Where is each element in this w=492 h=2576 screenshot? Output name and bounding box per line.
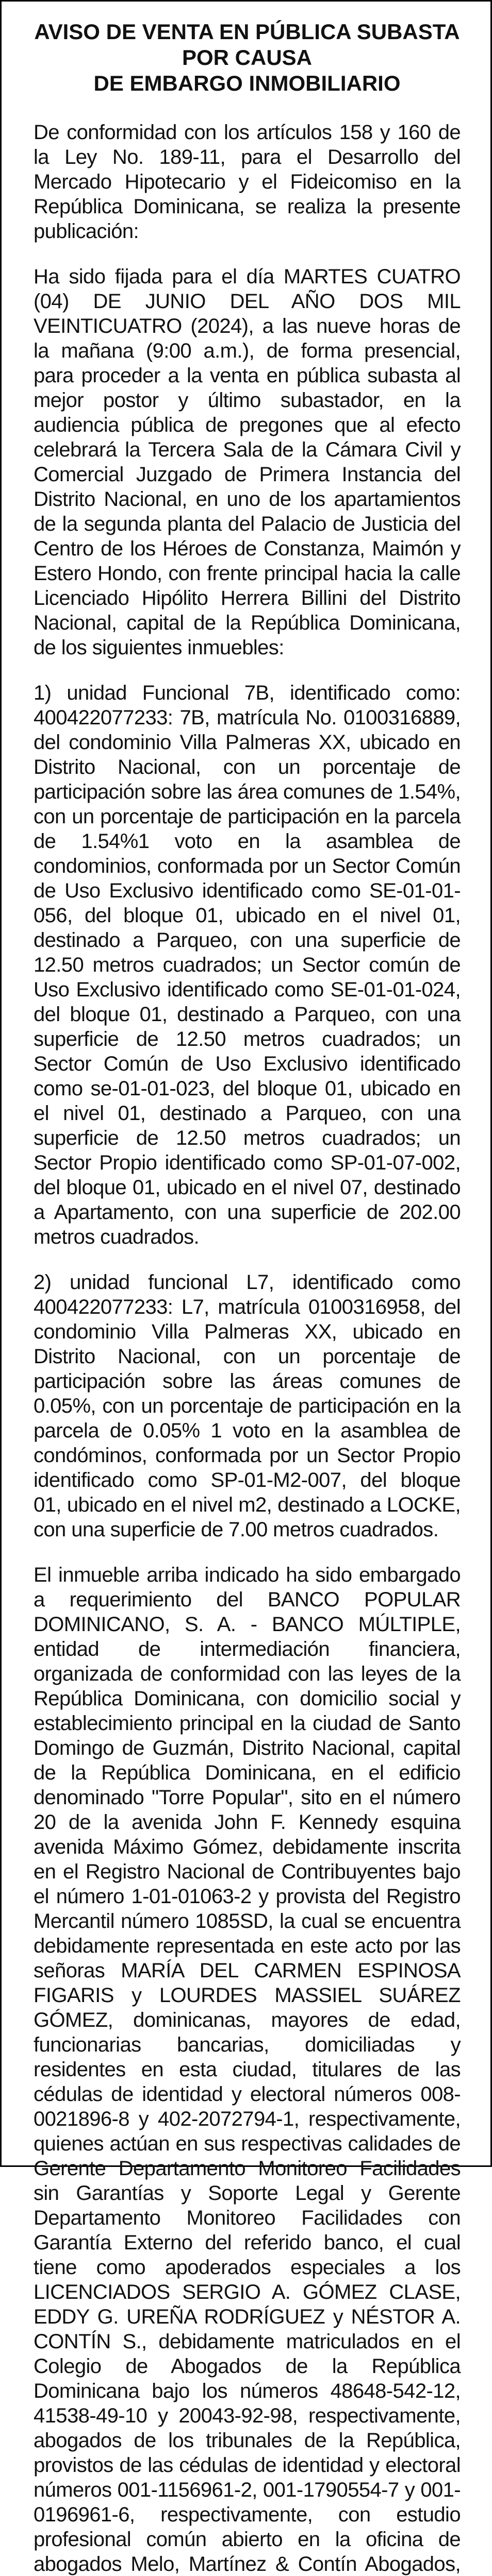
notice-body [34, 19, 461, 2576]
paragraph-property-1: 1) unidad Funcional 7B, identificado como: 400422077233: 7B, matrícula No. 0100316889, del condominio Villa Palmeras XX, ubicado en Distrito Nacional, con un porcentaje de participación sobre las área comunes de 1.54%, con un porcentaje de participación en la parcela de 1.54%1 voto en la asamblea de condominios, conformada por un Sector Común de Uso Exclusivo identificado como SE-01-01-056, del bloque 01, ubicado en el nivel 01, destinado a Parqueo, con una superficie de 12.50 metros cuadrados; un Sector común de Uso Exclusivo identificado como SE-01-01-024, del bloque 01, destinado a Parqueo, con una superficie de 12.50 metros cuadrados; un Sector Común de Uso Exclusivo identificado como se-01-01-023, del bloque 01, ubicado en el nivel 01, destinado a Parqueo, con una superficie de 12.50 metros cuadrados; un Sector Propio identificado como SP-01-07-002, del bloque 01, ubicado en el nivel 07, destinado a Apartamento, con una superficie de 202.00 metros cuadrados. [34, 682, 461, 1248]
paragraph-property-2: 2) unidad funcional L7, identificado como 400422077233: L7, matrícula 0100316958, del condominio Villa Palmeras XX, ubicado en Distrito Nacional, con un porcentaje de participación sobre las áreas comunes de 0.05%, con un porcentaje de participación en la parcela de 0.05% 1 voto en la asamblea de condóminos, conformada por un Sector Propio identificado como SP-01-M2-007, del bloque 01, ubicado en el nivel m2, destinado a LOCKE, con una superficie de 7.00 metros cuadrados. [34, 1271, 461, 1541]
title-line-1: AVISO DE VENTA EN PÚBLICA SUBASTA POR CAUSA [34, 20, 460, 70]
paragraph-intro: De conformidad con los artículos 158 y 160 de la Ley No. 189-11, para el Desarrollo del Mercado Hipotecario y el Fideicomiso en la República Dominicana, se realiza la presente publicación: [34, 121, 461, 243]
title-line-2: DE EMBARGO INMOBILIARIO [93, 71, 401, 95]
paragraph-auction-date: Ha sido fijada para el día MARTES CUATRO (04) DE JUNIO DEL AÑO DOS MIL VEINTICUATRO (2024), a las nueve horas de la mañana (9:00 a.m.), de forma presencial, para proceder a la venta en pública subasta al mejor postor y último subastador, en la audiencia pública de pregones que al efecto celebrará la Tercera Sala de la Cámara Civil y Comercial Juzgado de Primera Instancia del Distrito Nacional, en uno de los apartamientos de la segunda planta del Palacio de Justicia del Centro de los Héroes de Constanza, Maimón y Estero Hondo, con frente principal hacia la calle Licenciado Hipólito Herrera Billini del Distrito Nacional, capital de la República Dominicana, de los siguientes inmuebles: [34, 265, 461, 659]
notice-title [34, 19, 461, 96]
paragraph-creditor: El inmueble arriba indicado ha sido embargado a requerimiento del BANCO POPULAR DOMINICANO, S. A. - BANCO MÚLTIPLE, entidad de intermediación financiera, organizada de conformidad con las leyes de la República Dominicana, con domicilio social y establecimiento principal en la ciudad de Santo Domingo de Guzmán, Distrito Nacional, capital de la República Dominicana, en el edificio denominado "Torre Popular", sito en el número 20 de la avenida John F. Kennedy esquina avenida Máximo Gómez, debidamente inscrita en el Registro Nacional de Contribuyentes bajo el número 1-01-01063-2 y provista del Registro Mercantil número 1085SD, la cual se encuentra debidamente representada en este acto por las señoras MARÍA DEL CARMEN ESPINOSA FIGARIS y LOURDES MASSIEL SUÁREZ GÓMEZ, dominicanas, mayores de edad, funcionarias bancarias, domiciliadas y residentes en esta ciudad, titulares de las cédulas de identidad y electoral números 008-0021896-8 y 402-2072794-1, respectivamente, quienes actúan en sus respectivas calidades de Gerente Departamento Monitoreo Facilidades sin Garantías y Soporte Legal y Gerente Departamento Monitoreo Facilidades con Garantía Externo del referido banco, el cual tiene como apoderados especiales a los LICENCIADOS SERGIO A. GÓMEZ CLASE, EDDY G. UREÑA RODRÍGUEZ y NÉSTOR A. CONTÍN S., debidamente matriculados en el Colegio de Abogados de la República Dominicana bajo los números 48648-542-12, 41538-49-10 y 20043-92-98, respectivamente, abogados de los tribunales de la República, provistos de las cédulas de identidad y electoral números 001-1156961-2, 001-1790554-7 y 001-0196961-6, respectivamente, con estudio profesional común abierto en la oficina de abogados Melo, Martínez & Contín Abogados, [34, 1564, 461, 2575]
